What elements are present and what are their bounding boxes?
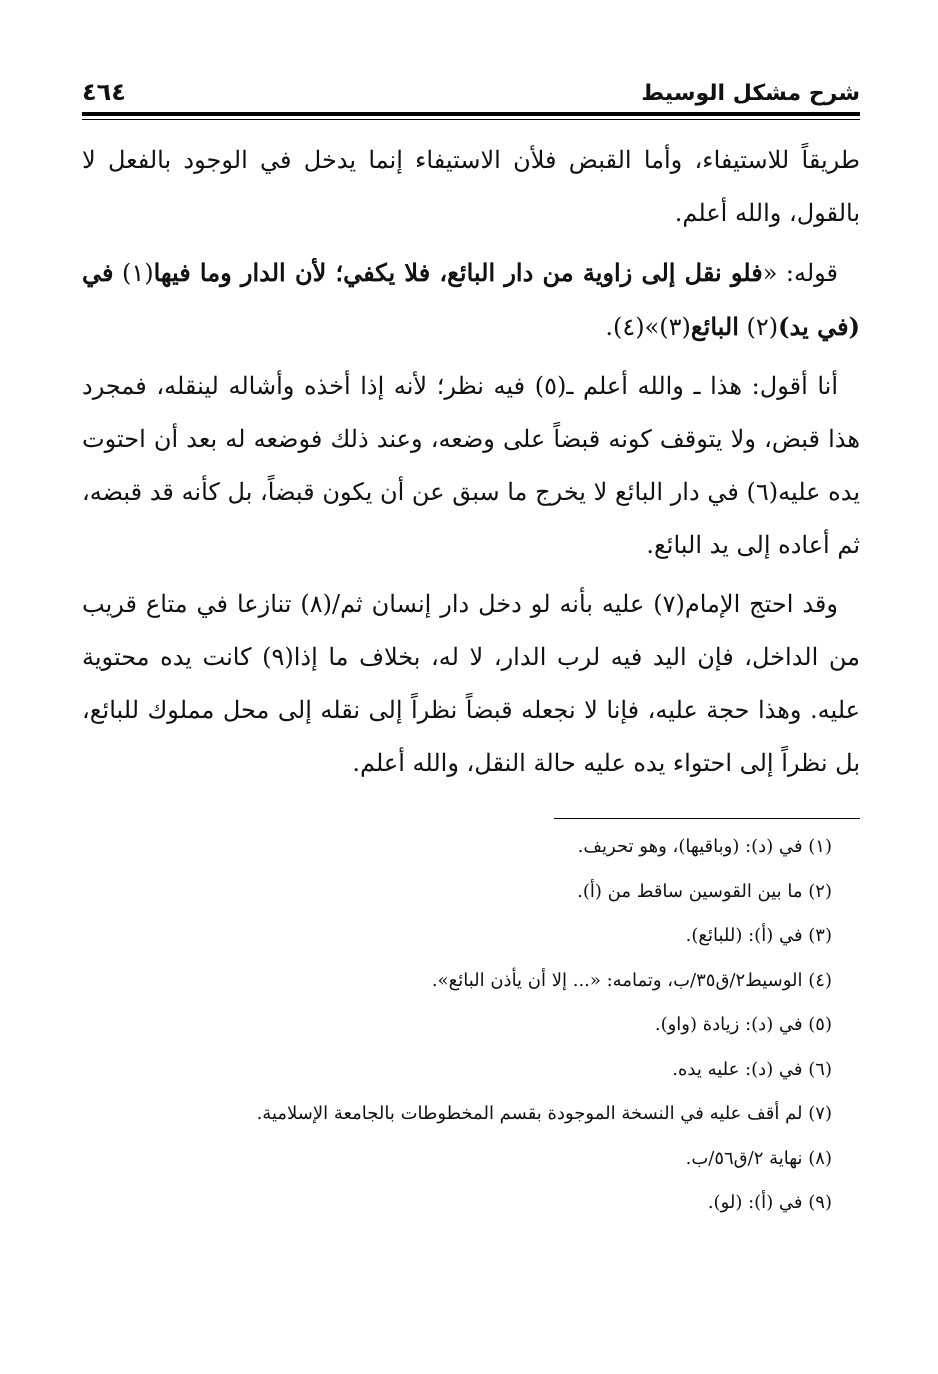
text-run: قوله: « [762, 259, 838, 287]
header-rule-thick [82, 112, 860, 116]
footnote: (١) في (د): (وباقيها)، وهو تحريف. [577, 836, 832, 857]
page-number: ٤٦٤ [82, 78, 126, 106]
footnote: (٥) في (د): زيادة (واو). [654, 1014, 832, 1035]
page [82, 60, 860, 1226]
text-run: (٢) [738, 313, 779, 341]
footnote: (٩) في (أ): (لو). [707, 1192, 832, 1213]
quoted-text: في (في يد) [82, 258, 860, 341]
quoted-text: البائع [690, 312, 739, 341]
paragraph [82, 360, 860, 572]
footnotes [82, 825, 860, 1226]
footnote: (٢) ما بين القوسين ساقط من (أ). [577, 880, 832, 902]
footnote: (٨) نهاية ٢/ق٥٦/ب. [685, 1147, 832, 1169]
paragraph [82, 246, 860, 354]
main-text [82, 134, 860, 790]
paragraph [82, 134, 860, 240]
text-run: (٣)»(٤). [605, 313, 691, 341]
running-title: شرح مشكل الوسيط [641, 81, 860, 106]
quoted-text: فلو نقل إلى زاوية من دار البائع، فلا يكفي؛ لأن الدار وما فيها [153, 258, 763, 287]
text-run: (١) [113, 259, 154, 287]
paragraph [82, 578, 860, 790]
text-run: أنا أقول: هذا ـ والله أعلم ـ(٥) فيه نظر؛ لأنه إذا أخذه وأشاله لينقله، فمجرد هذا قبض، ولا يتوقف كونه قبضاً على وضعه، وعند ذلك فوضعه له بعد أن احتوت يده عليه(٦) في دار البائع لا يخرج ما سبق عن أن يكون قبضاً، بل كأنه قد قبضه، ثم أعاده إلى يد البائع. [82, 372, 861, 559]
footnote: (٧) لم أقف عليه في النسخة الموجودة بقسم المخطوطات بالجامعة الإسلامية. [256, 1103, 832, 1124]
footnote: (٦) في (د): عليه يده. [672, 1058, 832, 1080]
header-rule-thin [82, 119, 860, 120]
footnote-separator [554, 818, 860, 819]
footnote: (٤) الوسيط٢/ق٣٥/ب، وتمامه: «... إلا أن يأذن البائع». [431, 969, 832, 991]
text-run: وقد احتج الإمام(٧) عليه بأنه لو دخل دار إنسان ثم/(٨) تنازعا في متاع قريب من الداخل، فإن اليد فيه لرب الدار، لا له، بخلاف ما إذا(٩) كانت يده محتوية عليه. وهذا حجة عليه، فإنا لا نجعله قبضاً نظراً إلى نقله إلى محل مملوك للبائع، بل نظراً إلى احتواء يده عليه حالة النقل، والله أعلم. [82, 590, 860, 777]
running-header [82, 60, 860, 106]
footnote: (٣) في (أ): (للبائع). [685, 925, 832, 946]
text-run: طريقاً للاستيفاء، وأما القبض فلأن الاستيفاء إنما يدخل في الوجود بالفعل لا بالقول، والله أعلم. [82, 146, 860, 227]
